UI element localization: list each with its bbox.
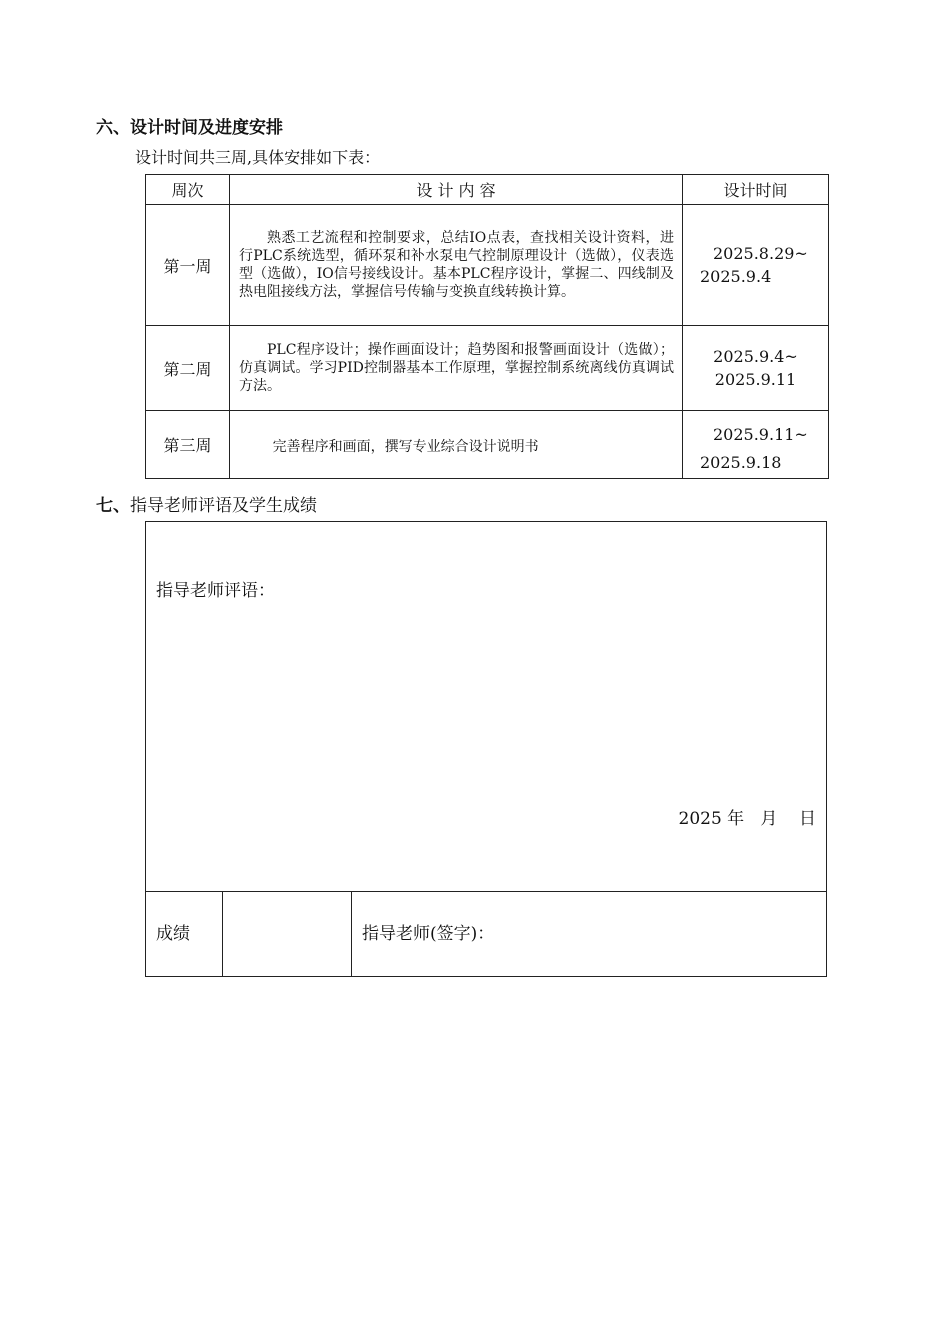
time-end: 2025.9.11 <box>714 370 797 389</box>
time-cell <box>683 411 829 479</box>
grade-row <box>146 891 826 977</box>
section-7-title <box>96 495 317 517</box>
content-text: PLC程序设计；操作画面设计；趋势图和报警画面设计（选做）；仿真调试。学习PID控制器基本工作原理，掌握控制系统离线仿真调试方法。 <box>239 342 674 394</box>
time-end: 2025.9.4 <box>700 267 772 286</box>
schedule-header-row <box>146 175 829 205</box>
content-cell <box>230 326 683 411</box>
time-cell <box>683 205 829 326</box>
comment-box <box>145 521 827 977</box>
header-week: 周次 <box>146 175 230 205</box>
schedule-intro: 设计时间共三周,具体安排如下表： <box>135 148 381 167</box>
schedule-table <box>145 174 829 479</box>
grade-label: 成绩 <box>156 924 190 944</box>
week-cell: 第三周 <box>146 411 230 479</box>
signature-label: 指导老师(签字)： <box>362 924 495 944</box>
comment-label: 指导老师评语： <box>156 581 275 601</box>
content-text: 完善程序和画面，撰写专业综合设计说明书 <box>272 438 539 455</box>
section-6-title: 六、设计时间及进度安排 <box>96 118 283 138</box>
time-start: 2025.9.4~ <box>713 347 798 366</box>
header-content: 设 计 内 容 <box>230 175 683 205</box>
time-start: 2025.9.11~ <box>713 424 808 444</box>
grade-value <box>223 892 351 977</box>
content-cell <box>230 411 683 479</box>
time-cell <box>683 326 829 411</box>
content-text: 熟悉工艺流程和控制要求，总结IO点表，查找相关设计资料，进行PLC系统选型，循环泵和补水泵电气控制原理设计（选做），仪表选型（选做），IO信号接线设计。基本PLC程序设计，掌握二、四线制及热电阻接线方法，掌握信号传输与变换直线转换计算。 <box>239 230 674 300</box>
schedule-row <box>146 326 829 411</box>
time-end: 2025.9.18 <box>700 452 782 472</box>
section-7-title-text: 七、指导老师评语及学生成绩 <box>96 496 317 516</box>
grade-divider-2 <box>351 892 352 977</box>
week-cell: 第一周 <box>146 205 230 326</box>
header-time: 设计时间 <box>683 175 829 205</box>
date-line: 2025 年 月 日 <box>678 809 816 829</box>
schedule-row <box>146 411 829 479</box>
week-cell: 第二周 <box>146 326 230 411</box>
content-cell <box>230 205 683 326</box>
schedule-row <box>146 205 829 326</box>
time-start: 2025.8.29~ <box>713 244 808 263</box>
